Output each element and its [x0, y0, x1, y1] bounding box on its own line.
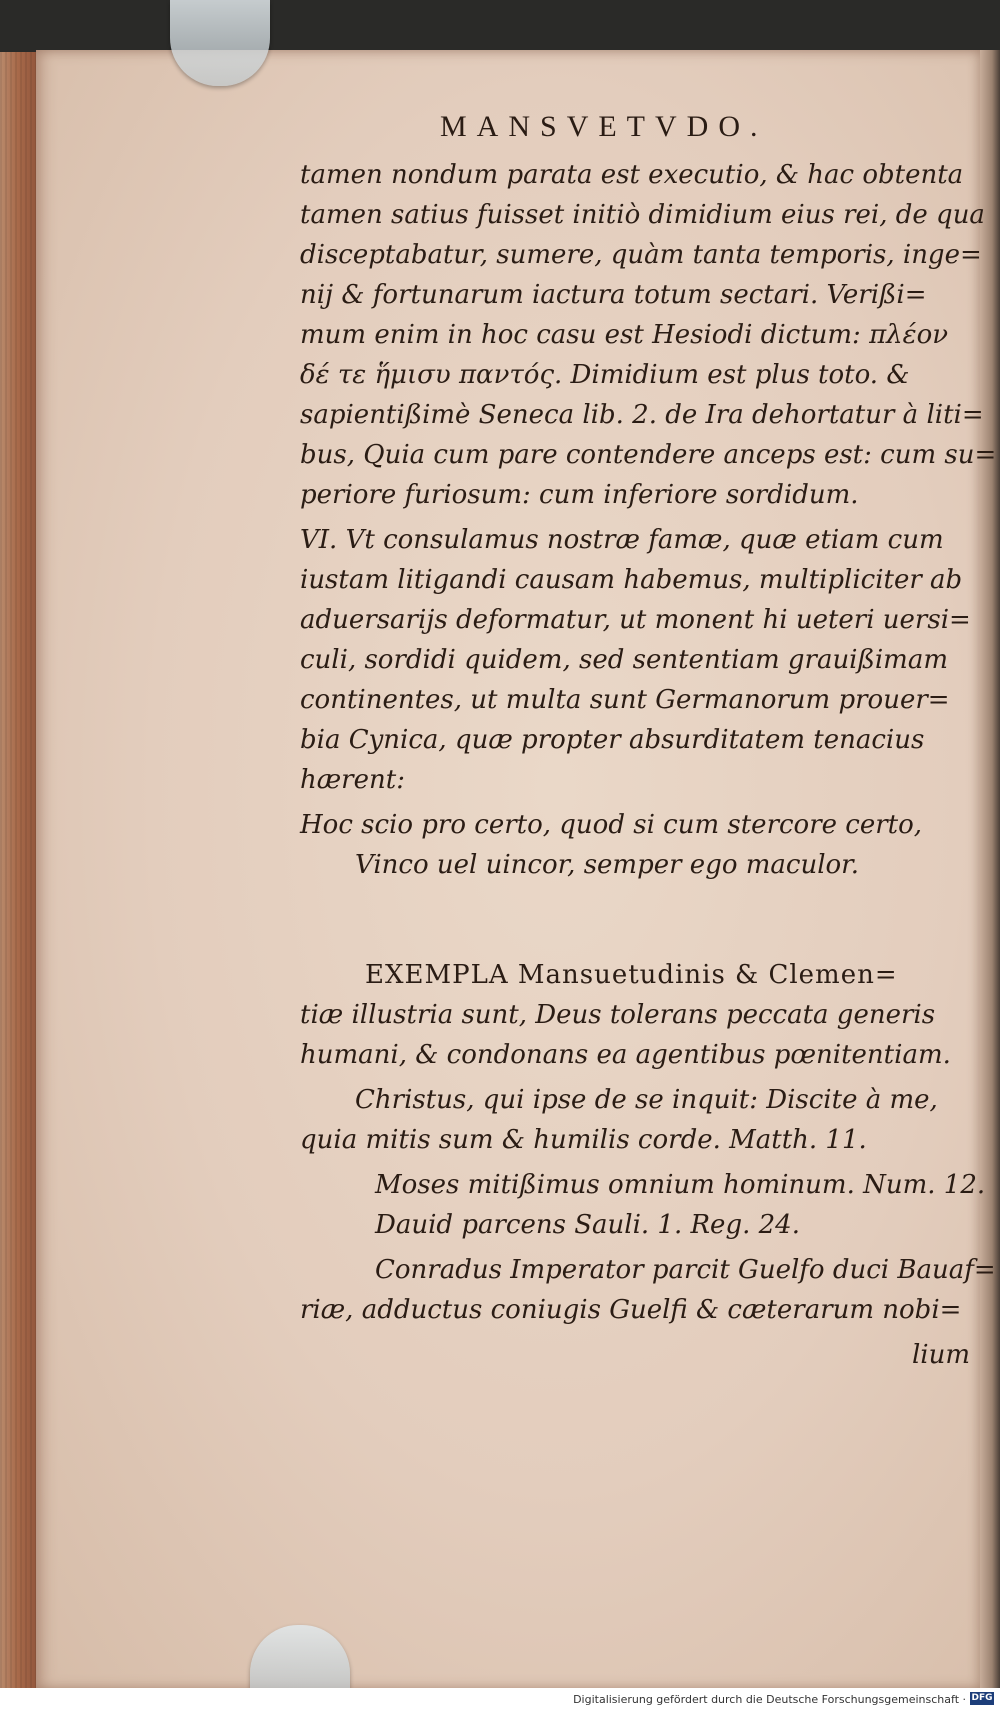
text-line: quia mitis sum & humilis corde. Matth. 11. [300, 1125, 867, 1155]
verse-line: Vinco uel uincor, semper ego maculor. [355, 850, 860, 880]
text-line: continentes, ut multa sunt Germanorum prouer= [300, 685, 950, 715]
text-line: Moses mitißimus omnium hominum. Num. 12. [375, 1170, 986, 1200]
text-line: Christus, qui ipse de se inquit: Discite à me, [355, 1085, 938, 1115]
text-line: mum enim in hoc casu est Hesiodi dictum: πλέον [300, 320, 949, 350]
catchword: lium [911, 1340, 970, 1370]
text-line: periore furiosum: cum inferiore sordidum. [300, 480, 859, 510]
footer-credit: Digitalisierung gefördert durch die Deutsche Forschungsgemeinschaft · [573, 1693, 966, 1706]
text-line: culi, sordidi quidem, sed sententiam grauißimam [300, 645, 948, 675]
page-right-edge [980, 50, 1000, 1688]
digitization-footer [0, 1688, 1000, 1710]
text-line: tamen nondum parata est executio, & hac obtenta [300, 160, 964, 190]
text-line: δέ τε ἥμισυ παντός. Dimidium est plus toto. & [300, 360, 910, 390]
dfg-logo: DFG [971, 1693, 993, 1703]
text-line: bus, Quia cum pare contendere anceps est: cum su= [300, 440, 997, 470]
text-line: nij & fortunarum iactura totum sectari. Verißi= [300, 280, 927, 310]
text-line: hærent: [300, 765, 405, 795]
text-line: tiæ illustria sunt, Deus tolerans peccata generis [300, 1000, 936, 1030]
verse-line: Hoc scio pro certo, quod si cum stercore certo, [300, 810, 923, 840]
exempla-heading-line: EXEMPLA Mansuetudinis & Clemen= [365, 960, 898, 990]
text-line: iustam litigandi causam habemus, multipliciter ab [300, 565, 963, 595]
text-line: humani, & condonans ea agentibus pœnitentiam. [300, 1040, 951, 1070]
text-line: Conradus Imperator parcit Guelfo duci Bauaf= [375, 1255, 996, 1285]
text-line: sapientißimè Seneca lib. 2. de Ira dehortatur à liti= [300, 400, 984, 430]
text-line: VI. Vt consulamus nostræ famæ, quæ etiam cum [300, 525, 944, 555]
text-line: disceptabatur, sumere, quàm tanta temporis, inge= [300, 240, 982, 270]
text-line: bia Cynica, quæ propter absurditatem tenacius [300, 725, 925, 755]
text-line: Dauid parcens Sauli. 1. Reg. 24. [375, 1210, 800, 1240]
text-line: riæ, adductus coniugis Guelfi & cæterarum nobi= [300, 1295, 962, 1325]
running-head: MANSVETVDO. [440, 110, 768, 143]
text-line: aduersarijs deformatur, ut monent hi ueteri uersi= [300, 605, 971, 635]
text-line: tamen satius fuisset initiò dimidium eius rei, de qua [300, 200, 985, 230]
